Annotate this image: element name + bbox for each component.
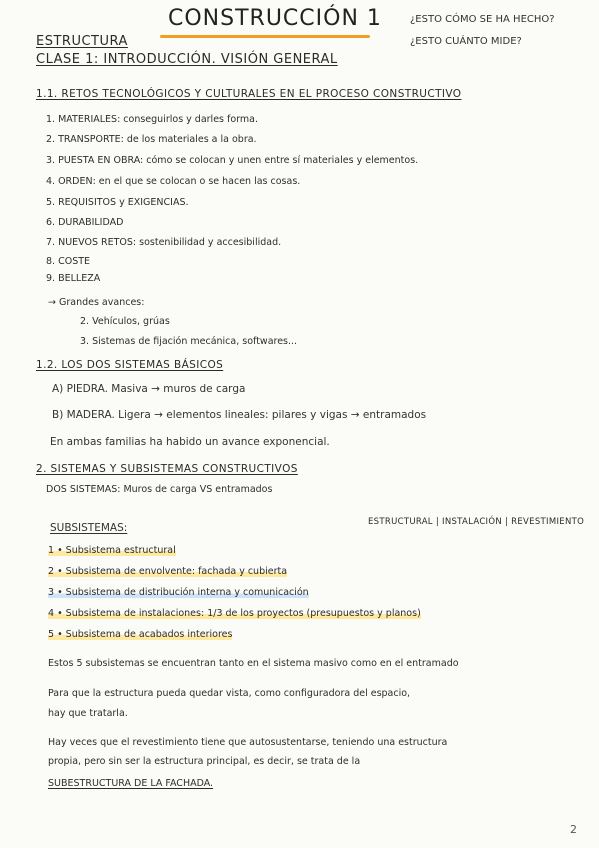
title-highlight [160,35,370,38]
paragraph-line: Hay veces que el revestimiento tiene que autosustentarse, teniendo una estructura [48,737,448,748]
paragraph-line: Para que la estructura pueda quedar vista, como configuradora del espacio, [48,688,411,699]
list-item: 9. BELLEZA [46,273,101,284]
advances-label: → Grandes avances: [48,297,145,308]
paragraph-line: hay que tratarla. [48,708,128,719]
subsystem-label: 3 • Subsistema de distribución interna y comunicación [48,587,309,598]
list-item: 7. NUEVOS RETOS: sostenibilidad y accesibilidad. [46,237,282,248]
paragraph-line: SUBESTRUCTURA DE LA FACHADA. [48,778,214,789]
subsystem-label: 2 • Subsistema de envolvente: fachada y cubierta [48,566,288,577]
class-title: CLASE 1: INTRODUCCIÓN. VISIÓN GENERAL [36,52,338,67]
subsystem-item [48,587,309,598]
section-2-heading: 2. SISTEMAS Y SUBSISTEMAS CONSTRUCTIVOS [36,463,298,475]
list-item: 8. COSTE [46,256,91,267]
subsystem-label: 1 • Subsistema estructural [48,545,176,556]
advance-item: 3. Sistemas de fijación mecánica, softwares... [80,336,298,347]
page-number: 2 [570,823,577,836]
section-1-2-heading: 1.2. LOS DOS SISTEMAS BÁSICOS [36,359,224,371]
margin-note-1: ¿ESTO CÓMO SE HA HECHO? [410,14,555,25]
list-item: 2. TRANSPORTE: de los materiales a la obra. [46,134,257,145]
section-1-1-heading: 1.1. RETOS TECNOLÓGICOS Y CULTURALES EN EL PROCESO CONSTRUCTIVO [36,88,462,100]
page-title: CONSTRUCCIÓN 1 [168,6,382,31]
margin-note-2: ¿ESTO CUÁNTO MIDE? [410,36,522,47]
list-item: 3. PUESTA EN OBRA: cómo se colocan y unen entre sí materiales y elementos. [46,155,419,166]
list-item: 4. ORDEN: en el que se colocan o se hacen las cosas. [46,176,301,187]
side-note: ESTRUCTURAL | INSTALACIÓN | REVESTIMIENTO [368,517,585,527]
list-item: 6. DURABILIDAD [46,217,124,228]
system-item: A) PIEDRA. Masiva → muros de carga [52,383,246,395]
subsystem-item [48,566,287,577]
list-item: 5. REQUISITOS y EXIGENCIAS. [46,197,189,208]
subsistemas-label: SUBSISTEMAS: [50,522,128,534]
subsystem-item [48,629,232,640]
subsystem-label: 5 • Subsistema de acabados interiores [48,629,233,640]
system-item: B) MADERA. Ligera → elementos lineales: pilares y vigas → entramados [52,409,427,421]
advance-item: 2. Vehículos, grúas [80,316,170,327]
subject-label: ESTRUCTURA [36,34,128,49]
paragraph-line: propia, pero sin ser la estructura principal, es decir, se trata de la [48,756,361,767]
subsystem-item [48,608,421,619]
section-1-2-note: En ambas familias ha habido un avance exponencial. [50,436,330,448]
subsystem-label: 4 • Subsistema de instalaciones: 1/3 de los proyectos (presupuestos y planos) [48,608,421,619]
paragraph-line: Estos 5 subsistemas se encuentran tanto en el sistema masivo como en el entramado [48,658,459,669]
list-item: 1. MATERIALES: conseguirlos y darles forma. [46,114,259,125]
subsystem-item [48,545,176,556]
dos-sistemas: DOS SISTEMAS: Muros de carga VS entramados [46,484,273,495]
